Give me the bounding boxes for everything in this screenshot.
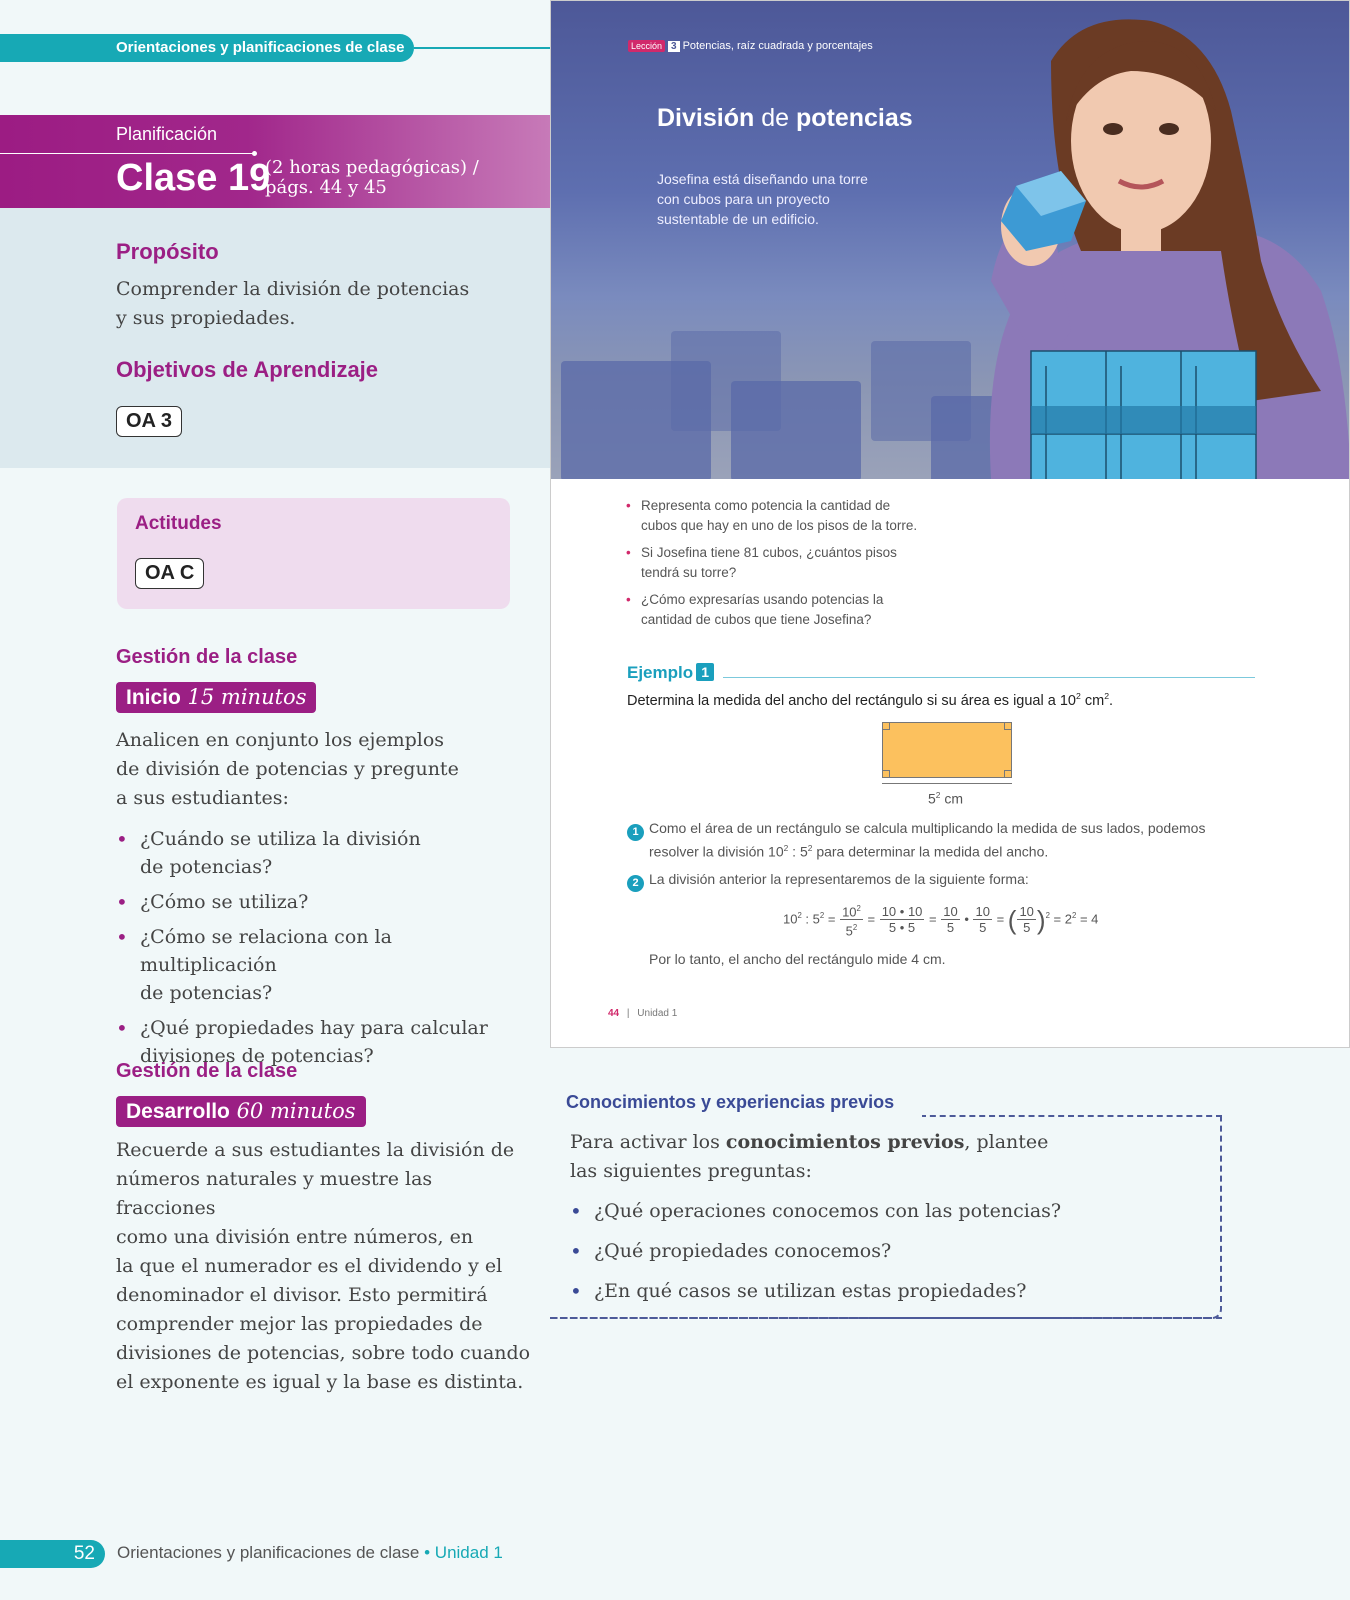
ejemplo-step-2 [627,869,1267,889]
ejemplo-question-a: Determina la medida del ancho del rectángulo si su área es igual a 10 [627,692,1076,709]
rectangle-measure-a: 5 [928,790,936,807]
header-section-label: Orientaciones y planificaciones de clase [116,39,405,56]
textbook-page-unit: Unidad 1 [637,1008,678,1019]
clase-detail [265,158,535,198]
inicio-bullet-line-1: • ¿Cómo se relaciona con la multiplicación [140,926,392,976]
ejemplo-label: Ejemplo [627,663,694,682]
desarrollo-pill-label: Desarrollo [126,1100,230,1123]
inicio-bullets [116,825,526,1077]
conocimientos-intro-a: Para activar los [570,1131,726,1153]
step-1-line-2-a: resolver la división 10 [649,843,784,860]
lesson-intro-line-2: con cubos para un proyecto [657,191,830,207]
actitudes-badge: OA C [135,558,204,589]
lesson-question-line-2: cantidad de cubos que tiene Josefina? [641,612,872,627]
inicio-bullet [116,825,526,881]
lesson-illustration [551,1,1350,479]
clase-detail-line-1: (2 horas pedagógicas) / [265,157,479,178]
desarrollo-text [116,1136,536,1397]
step-1-line-2-exp1: 2 [783,843,789,853]
right-angle-mark [883,723,890,730]
leccion-title: Potencias, raíz cuadrada y porcentajes [682,40,873,52]
planificacion-label: Planificación [116,124,218,144]
footer-unit: Unidad 1 [434,1543,503,1562]
proposito-title: Propósito [116,239,219,264]
actitudes-title: Actitudes [135,513,222,534]
ejemplo-question [627,691,1113,709]
ejemplo-question-b: cm [1080,692,1105,709]
leccion-header [628,40,873,52]
leccion-number: 3 [668,41,680,52]
clase-detail-line-2: págs. 44 y 45 [265,177,387,198]
inicio-bullet-line-1: • ¿Qué propiedades hay para calcular [140,1017,488,1039]
step-1-line-2-exp2: 2 [807,843,813,853]
inicio-pill-label: Inicio [126,686,181,709]
step-1-line-2-b: : 5 [788,843,808,860]
lesson-question [626,590,956,630]
inicio-bullet [116,888,526,916]
desarrollo-line: divisiones de potencias, sobre todo cuando [116,1342,531,1364]
inicio-bullet-line-1: • ¿Cómo se utiliza? [140,891,309,913]
footer-section: Orientaciones y planificaciones de clase [117,1543,420,1562]
lesson-question [626,543,956,583]
desarrollo-line: el exponente es igual y la base es distinta. [116,1371,524,1393]
rectangle-measure-exp: 2 [935,790,941,800]
proposito-line-1: Comprender la división de potencias [116,278,470,300]
objetivos-badge-wrap [116,406,182,437]
step-1-line-2-c: para determinar la medida del ancho. [812,843,1049,860]
rectangle-measure-label [928,785,963,809]
inicio-text [116,726,459,813]
planificacion-rule [0,153,256,154]
planificacion-rule-dot [252,151,257,156]
objetivos-badge: OA 3 [116,406,182,437]
lesson-title [657,104,913,133]
conocimientos-frame-top [920,1115,1222,1117]
inicio-line-1: Analicen en conjunto los ejemplos [116,729,445,751]
lesson-question-line-1: • Si Josefina tiene 81 cubos, ¿cuántos pisos [641,545,897,560]
rectangle-fill [883,723,1011,777]
desarrollo-line: como una división entre números, en [116,1226,474,1248]
desarrollo-pill [116,1096,366,1127]
step-1-line-1: Como el área de un rectángulo se calcula multiplicando la medida de sus lados, podemos [649,820,1206,836]
desarrollo-pill-wrap [116,1096,366,1127]
ejemplo-step-1 [627,818,1267,862]
inicio-bullet-line-1: • ¿Cuándo se utiliza la división [140,828,421,850]
desarrollo-line: Recuerde a sus estudiantes la división de [116,1139,515,1161]
ejemplo-question-exp: 2 [1075,691,1081,701]
lesson-title-part-3: potencias [795,104,913,132]
desk-shape [731,381,861,479]
right-angle-mark [883,770,890,777]
conocimientos-intro-b: , plantee [964,1131,1049,1153]
step-2-text: La división anterior la representaremos de la siguiente forma: [649,871,1029,887]
conocimientos-intro-bold: conocimientos previos [725,1131,965,1153]
ejemplo-conclusion: Por lo tanto, el ancho del rectángulo mide 4 cm. [649,951,946,967]
desarrollo-line: números naturales y muestre las fracciones [116,1168,433,1219]
inicio-bullet-line-2: divisiones de potencias? [140,1045,374,1067]
desarrollo-pill-duration: 60 minutos [236,1099,356,1123]
conocimientos-title: Conocimientos y experiencias previos [566,1092,895,1112]
cube-tower-illustration [1026,346,1266,479]
conocimientos-bullet: • ¿Qué operaciones conocemos con las potencias? [570,1197,1210,1225]
clase-number: Clase 19 [116,157,271,199]
step-number: 2 [627,875,644,892]
textbook-page-footer: 44 | Unidad 1 [608,1008,678,1019]
textbook-page [550,0,1350,1048]
desarrollo-line: denominador el divisor. Esto permitirá [116,1284,488,1306]
conocimientos-frame-bottom [550,1317,1222,1319]
conocimientos-intro [570,1128,1048,1186]
footer-page-number: 52 [0,1540,105,1568]
inicio-bullet [116,923,526,1007]
inicio-pill-duration: 15 minutos [187,685,307,709]
lesson-question [626,496,956,536]
header-rule [414,47,550,49]
right-angle-mark [1004,723,1011,730]
inicio-bullet-line-2: de potencias? [140,982,273,1004]
division-expression: $10^2$ : $5^2$ = $\frac{10^2}{5^2}$ = $\frac{10 • 10}{5 • 5}$ = $\frac{10}{5}$ • $\frac{10}{5}$ = ( $\frac{10}{5}$ )$^2 = 2^2 = 4$ [783,901,1098,939]
ejemplo-rule [723,677,1255,678]
footer-text [117,1543,503,1563]
planificacion-band [0,115,550,208]
inicio-pill [116,682,316,713]
header-section-tab [0,34,414,62]
lesson-intro-line-3: sustentable de un edificio. [657,211,819,227]
lesson-question-line-2: tendrá su torre? [641,565,737,580]
proposito-block [0,208,550,468]
gestion-desarrollo-title: Gestión de la clase [116,1060,298,1082]
lesson-question-line-1: • Representa como potencia la cantidad de [641,498,891,513]
step-number: 1 [627,824,644,841]
rectangle-measure-line [882,783,1012,784]
conocimientos-intro-line-2: las siguientes preguntas: [570,1160,812,1182]
ejemplo-question-exp2: 2 [1104,691,1110,701]
conocimientos-intro-line-1 [570,1128,1048,1157]
step-1-line-2 [649,838,1267,862]
ejemplo-number: 1 [696,663,714,681]
actitudes-box [117,498,510,609]
conocimientos-bullet: • ¿En qué casos se utilizan estas propiedades? [570,1277,1210,1305]
lesson-title-part-2: de [761,104,790,132]
ejemplo-question-c: . [1109,692,1114,709]
rectangle-measure-b: cm [940,790,964,807]
leccion-tag: Lección [628,40,665,52]
footer-separator: • [419,1543,435,1562]
lesson-question-line-2: cubos que hay en uno de los pisos de la torre. [641,518,918,533]
actitudes-badge-wrap [135,558,204,589]
proposito-line-2: y sus propiedades. [116,307,296,329]
desarrollo-line: la que el numerador es el dividendo y el [116,1255,503,1277]
lesson-intro-line-1: Josefina está diseñando una torre [657,171,868,187]
right-angle-mark [1004,770,1011,777]
ejemplo-rectangle [882,722,1012,778]
gestion-inicio-title: Gestión de la clase [116,646,298,668]
inicio-line-2: de división de potencias y pregunte [116,758,459,780]
lesson-title-part-1: División [657,104,755,132]
conocimientos-bullet: • ¿Qué propiedades conocemos? [570,1237,1210,1265]
inicio-pill-wrap [116,682,316,713]
conocimientos-bullets [570,1197,1210,1317]
objetivos-title: Objetivos de Aprendizaje [116,357,379,382]
textbook-page-number: 44 [608,1008,620,1019]
proposito-text [116,275,469,333]
lesson-questions [626,496,956,637]
ejemplo-heading [627,663,714,683]
lesson-intro [657,169,887,229]
desarrollo-line: comprender mejor las propiedades de [116,1313,483,1335]
lesson-question-line-1: • ¿Cómo expresarías usando potencias la [641,592,884,607]
inicio-bullet-line-2: de potencias? [140,856,273,878]
inicio-line-3: a sus estudiantes: [116,787,289,809]
